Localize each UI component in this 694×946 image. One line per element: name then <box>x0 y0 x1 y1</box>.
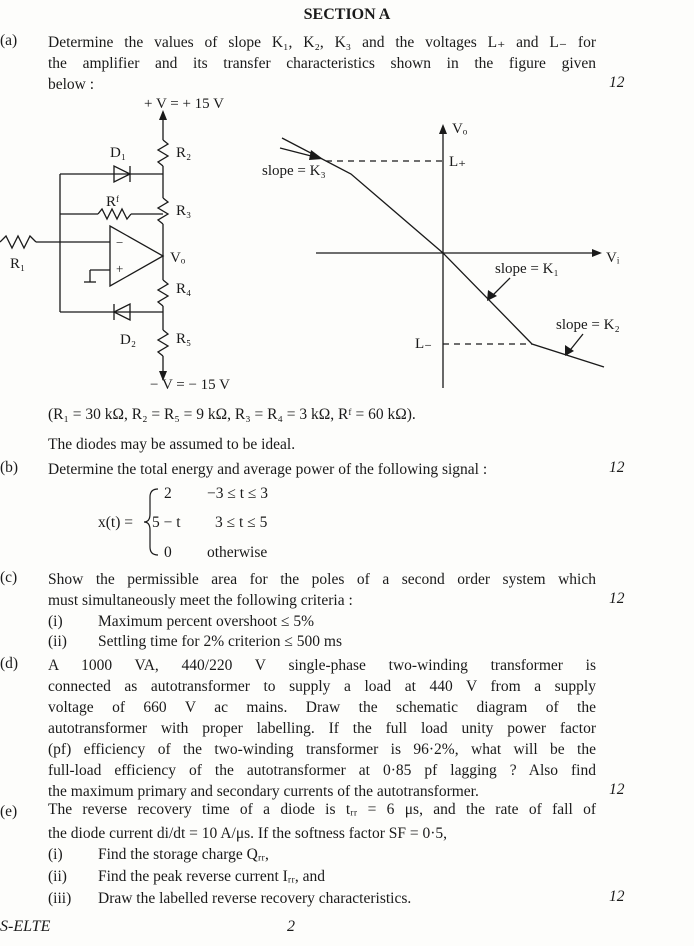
diode-note: The diodes may be assumed to be ideal. <box>48 436 296 453</box>
question-d-label: (d) <box>0 655 19 672</box>
signal-case-condition: 3 ≤ t ≤ 5 <box>215 514 268 531</box>
resistor-r5 <box>158 330 168 356</box>
question-a-marks: 12 <box>609 74 625 91</box>
vi-axis-label: Vᵢ <box>606 250 620 266</box>
signal-case-condition: −3 ≤ t ≤ 3 <box>207 485 269 502</box>
l-minus-label: L₋ <box>415 336 433 352</box>
page-number: 2 <box>287 918 295 935</box>
l-plus-label: L₊ <box>449 154 467 170</box>
supply-positive-label: + V = + 15 V <box>144 96 224 112</box>
resistor-r1 <box>0 236 36 248</box>
question-e-label: (e) <box>0 803 18 820</box>
question-d-line: full-load efficiency of the autotransformer at 0·85 pf lagging ? Also find <box>48 762 596 779</box>
resistor-rf-label: Rᶠ <box>106 194 120 210</box>
question-a-line: below : <box>48 76 95 93</box>
question-b-marks: 12 <box>609 459 625 476</box>
question-b-text: Determine the total energy and average power of the following signal : <box>48 461 488 478</box>
question-e-line: the diode current di/dt = 10 A/μs. If the softness factor SF = 0·5, <box>48 825 448 842</box>
diode-d2-label: D₂ <box>120 332 137 348</box>
signal-case-value: 2 <box>164 485 172 502</box>
supply-negative-label: − V = − 15 V <box>150 377 230 393</box>
signal-lhs: x(t) = <box>98 514 133 531</box>
question-c-marks: 12 <box>609 590 625 607</box>
diode-d1-label: D₁ <box>110 145 127 161</box>
slope-k3-label: slope = K₃ <box>262 163 326 179</box>
resistor-r5-label: R₅ <box>176 331 192 347</box>
slope-k2-label: slope = K₂ <box>556 317 620 333</box>
question-c-line: Show the permissible area for the poles of a second order system which <box>48 571 596 588</box>
list-item-text: Find the peak reverse current Iᵣᵣ, and <box>98 868 326 885</box>
question-a-line: the amplifier and its transfer characteristics shown in the figure given <box>48 55 596 72</box>
question-a-label: (a) <box>0 32 18 49</box>
circuit-labels <box>10 96 230 393</box>
question-d-line: connected as autotransformer to supply a load at 440 V from a supply <box>48 678 596 695</box>
question-d-text <box>48 655 596 802</box>
resistor-r2 <box>158 140 168 166</box>
question-d-line: the maximum primary and secondary currents of the autotransformer. <box>48 783 479 800</box>
list-item-number: (i) <box>48 613 63 630</box>
list-item-text: Settling time for 2% criterion ≤ 500 ms <box>98 633 342 650</box>
question-b-label: (b) <box>0 459 19 476</box>
list-item-number: (iii) <box>48 890 72 907</box>
list-item-number: (ii) <box>48 633 67 650</box>
question-e-text <box>48 798 596 846</box>
resistor-rf <box>98 209 131 219</box>
list-item-number: (i) <box>48 846 63 863</box>
resistor-r3-label: R₃ <box>176 203 192 219</box>
section-title: SECTION A <box>303 6 391 23</box>
component-values: (R₁ = 30 kΩ, R₂ = R₅ = 9 kΩ, R₃ = R₄ = 3 kΩ, Rᶠ = 60 kΩ). <box>48 406 416 423</box>
resistor-r4-label: R₄ <box>176 281 192 297</box>
list-item-number: (ii) <box>48 868 67 885</box>
footer-code: S-ELTE <box>0 918 51 935</box>
question-c-label: (c) <box>0 569 18 586</box>
question-c-line: must simultaneously meet the following criteria : <box>48 592 353 609</box>
slope-k1-label: slope = K₁ <box>495 261 559 277</box>
question-d-line: voltage of 660 V ac mains. Draw the schematic diagram of the <box>48 699 596 716</box>
output-vo-label: Vₒ <box>170 250 186 266</box>
question-d-line: autotransformer with proper labelling. If the full load unity power factor <box>48 720 596 737</box>
opamp-inverting-label: − <box>116 235 124 250</box>
question-c-text <box>48 569 596 611</box>
circuit-diagram <box>0 110 168 381</box>
vo-axis-label: Vₒ <box>452 121 468 137</box>
resistor-r2-label: R₂ <box>176 145 192 161</box>
opamp-noninverting-label: + <box>116 261 124 276</box>
transfer-characteristic <box>280 124 604 388</box>
signal-case-condition: otherwise <box>207 544 268 561</box>
resistor-r4 <box>158 280 168 306</box>
signal-case-value: 0 <box>164 544 172 561</box>
resistor-r3 <box>158 198 168 224</box>
question-a-line: Determine the values of slope K₁, K₂, K₃ and the voltages L₊ and L₋ for <box>48 34 596 51</box>
question-d-line: A 1000 VA, 440/220 V single-phase two-winding transformer is <box>48 657 596 674</box>
list-item-text: Maximum percent overshoot ≤ 5% <box>98 613 314 630</box>
list-item-text: Draw the labelled reverse recovery characteristics. <box>98 890 412 907</box>
resistor-r1-label: R₁ <box>10 256 26 272</box>
list-item-text: Find the storage charge Qᵣᵣ, <box>98 846 269 863</box>
question-e-line: The reverse recovery time of a diode is tᵣᵣ = 6 μs, and the rate of fall of <box>48 801 596 818</box>
question-d-marks: 12 <box>609 781 625 798</box>
question-e-marks: 12 <box>609 888 625 905</box>
question-d-line: (pf) efficiency of the two-winding transformer is 96·2%, what will be the <box>48 741 596 758</box>
signal-case-value: 5 − t <box>152 514 181 531</box>
